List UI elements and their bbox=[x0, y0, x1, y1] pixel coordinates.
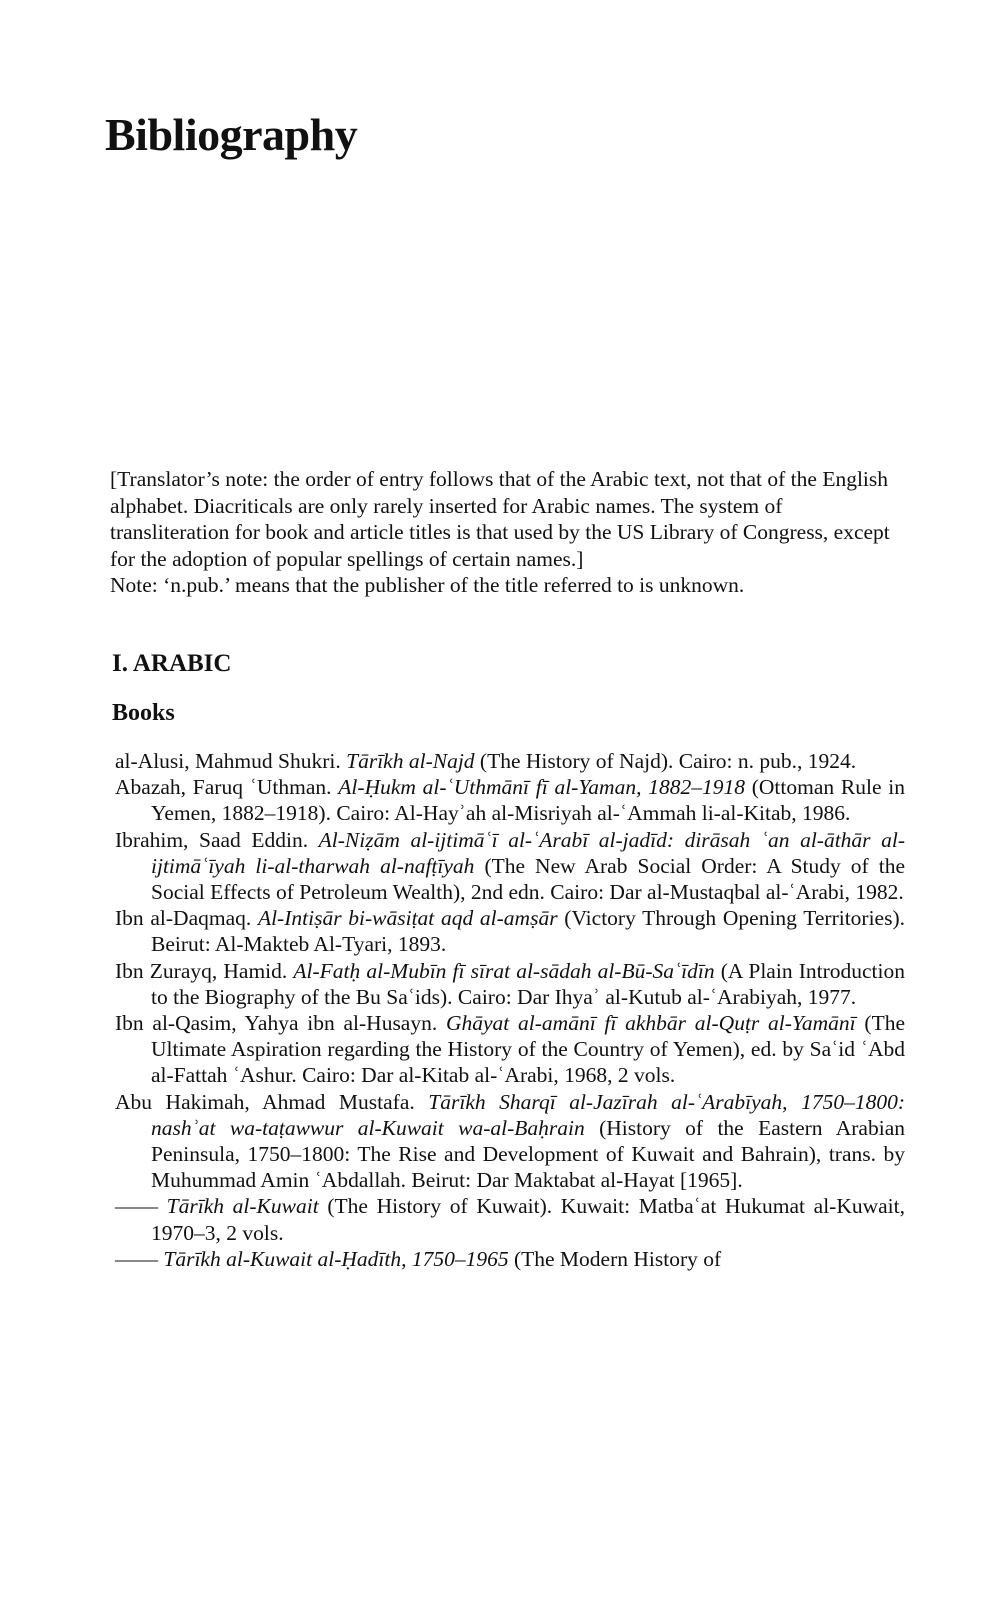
entry-author: Ibrahim, Saad Eddin. bbox=[115, 827, 319, 852]
entry-details: (A Plain Introduction to the Biography of the Bu Saʿids). Cairo: Dar Ihyaʾ al-Kutub al-ʿArabiyah, 1977. bbox=[151, 958, 905, 1009]
bibliography-entry bbox=[115, 1089, 905, 1194]
entry-author: —— bbox=[115, 1194, 167, 1219]
bibliography-entry bbox=[115, 905, 905, 957]
bibliography-entry bbox=[115, 827, 905, 906]
entry-title: Tārīkh al-Najd bbox=[346, 749, 475, 773]
bibliography-entry bbox=[115, 774, 905, 826]
bibliography-entry bbox=[115, 1193, 905, 1245]
entry-title: Tārīkh al-Kuwait bbox=[166, 1194, 319, 1219]
entry-author: Ibn al-Daqmaq. bbox=[115, 906, 258, 931]
entry-title: Tārīkh al-Kuwait al-Ḥadīth, 1750–1965 bbox=[163, 1246, 509, 1271]
entry-title: Al-Niẓām al-ijtimāʿī al-ʿArabī al-jadīd: dirāsah ʿan al-āthār al-ijtimāʿīyah li-al-tharwah al-nafṭīyah bbox=[151, 827, 905, 878]
bibliography-list bbox=[115, 748, 905, 1272]
bibliography-entry bbox=[115, 958, 905, 1010]
entry-details: (The History of Najd). Cairo: n. pub., 1924. bbox=[474, 749, 857, 773]
entry-author: al-Alusi, Mahmud Shukri. bbox=[115, 749, 347, 773]
entry-author: Abu Hakimah, Ahmad Mustafa. bbox=[115, 1089, 429, 1114]
entry-details: (Victory Through Opening Territories). Beirut: Al-Makteb Al-Tyari, 1893. bbox=[151, 906, 906, 957]
bibliography-entry bbox=[115, 1246, 905, 1272]
entry-title: Tārīkh Sharqī al-Jazīrah al-ʿArabīyah, 1750–1800: nashʾat wa-taṭawwur al-Kuwait wa-al-Baḥrain bbox=[151, 1089, 905, 1140]
entry-details: (The Modern History of bbox=[508, 1246, 722, 1271]
bibliography-entry bbox=[115, 748, 905, 774]
translator-note bbox=[110, 466, 900, 599]
entry-details: (The History of Kuwait). Kuwait: Matbaʿat Hukumat al-Kuwait, 1970–3, 2 vols. bbox=[151, 1194, 905, 1245]
entry-details: (The New Arab Social Order: A Study of the Social Effects of Petroleum Wealth), 2nd edn. Cairo: Dar al-Mustaqbal al-ʿArabi, 1982. bbox=[151, 853, 905, 905]
section-heading: I. ARABIC bbox=[112, 650, 232, 677]
entry-title: Al-Ḥukm al-ʿUthmānī fī al-Yaman, 1882–1918 bbox=[338, 775, 745, 800]
bibliography-entry bbox=[115, 1010, 905, 1089]
entry-author: Ibn al-Qasim, Yahya ibn al-Husayn. bbox=[115, 1011, 446, 1036]
entry-title: Ghāyat al-amānī fī akhbār al-Quṭr al-Yamānī bbox=[445, 1011, 856, 1036]
subsection-heading: Books bbox=[112, 700, 175, 726]
entry-author: —— bbox=[115, 1246, 164, 1271]
entry-title: Al-Fatḥ al-Mubīn fī sīrat al-sādah al-Bū-Saʿīdīn bbox=[293, 958, 715, 983]
entry-details: (The Ultimate Aspiration regarding the History of the Country of Yemen), ed. by Saʿid ʿAbd al-Fattah ʿAshur. Cairo: Dar al-Kitab al-ʿArabi, 1968, 2 vols. bbox=[151, 1011, 905, 1088]
entry-author: Abazah, Faruq ʿUthman. bbox=[115, 775, 339, 800]
entry-details: (History of the Eastern Arabian Peninsula, 1750–1800: The Rise and Development of Kuwait and Bahrain), trans. by Muhummad Amin ʿAbdallah. Beirut: Dar Maktabat al-Hayat [1965]. bbox=[151, 1115, 905, 1193]
entry-author: Ibn Zurayq, Hamid. bbox=[115, 958, 294, 983]
page-title: Bibliography bbox=[105, 109, 358, 160]
translator-note-text: [Translator’s note: the order of entry follows that of the Arabic text, not that of the English alphabet. Diacriticals are only rarely inserted for Arabic names. The system of transliteration for book and article titles is that used by the US Library of Congress, except for the adoption of popular spellings of certain names.] bbox=[110, 467, 890, 571]
publisher-note-text: Note: ‘n.pub.’ means that the publisher of the title referred to is unknown. bbox=[110, 573, 745, 597]
entry-title: Al-Intiṣār bi-wāsiṭat aqd al-amṣār bbox=[257, 906, 558, 931]
entry-details: (Ottoman Rule in Yemen, 1882–1918). Cairo: Al-Hayʾah al-Misriyah al-ʿAmmah li-al-Kitab, 1986. bbox=[151, 775, 906, 826]
